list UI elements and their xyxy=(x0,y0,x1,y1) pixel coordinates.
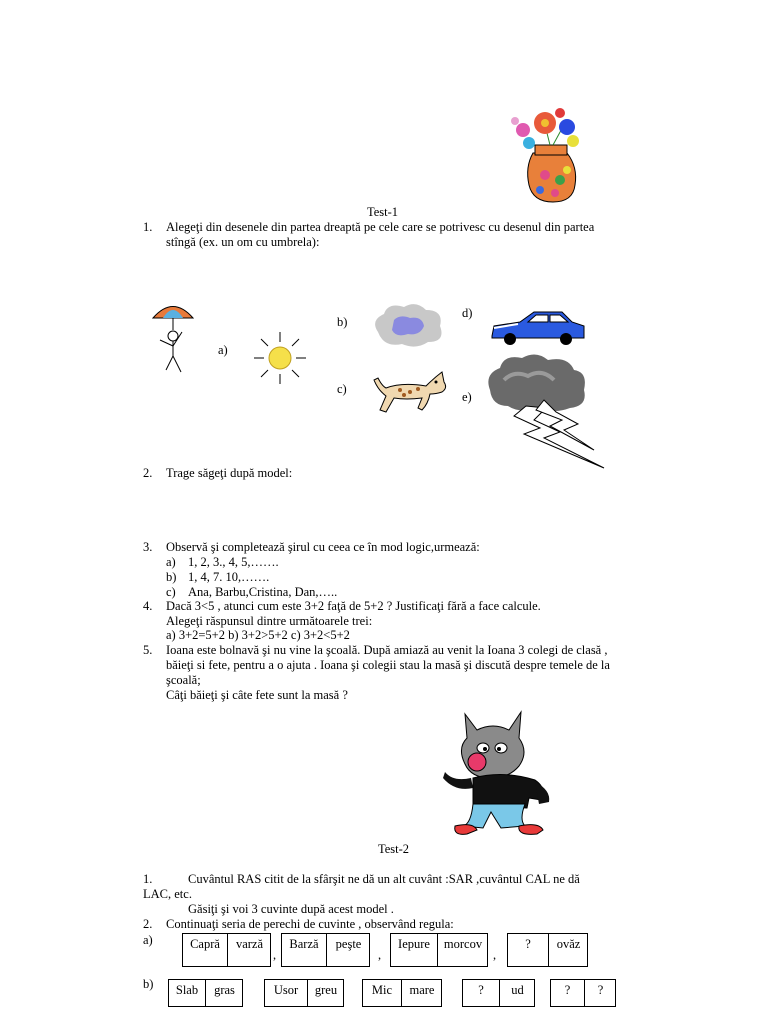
word-pair-box xyxy=(462,979,535,1007)
pair-second-word[interactable]: ? xyxy=(584,980,616,1006)
pair-first-word: Barză xyxy=(289,937,319,951)
q5-text-line4: Câţi băieţi şi câte fete sunt la masă ? xyxy=(166,688,348,702)
q3-item-c-label: c) xyxy=(166,585,176,599)
sun-icon xyxy=(252,330,308,386)
comma: , xyxy=(493,948,497,962)
row-b-label: b) xyxy=(143,977,154,991)
cloud-icon xyxy=(370,302,446,350)
option-d-label: d) xyxy=(462,306,473,320)
q1-text-line2: stîngă (ex. un om cu umbrela): xyxy=(166,235,320,249)
q3-item-a-label: a) xyxy=(166,555,176,569)
pair-first-word: Mic xyxy=(371,983,393,997)
q2-number: 2. xyxy=(143,466,153,480)
q2-text: Trage săgeţi după model: xyxy=(166,466,293,480)
row-a-label: a) xyxy=(143,933,153,947)
pair-first-word[interactable]: ? xyxy=(478,983,484,997)
option-b-label: b) xyxy=(337,315,348,329)
q4-text-line1: Dacă 3<5 , atunci cum este 3+2 faţă de 5+2 ? Justificaţi fără a face calcule. xyxy=(166,599,541,613)
q3-item-c-text: Ana, Barbu,Cristina, Dan,….. xyxy=(188,585,338,599)
q3-item-b-label: b) xyxy=(166,570,177,584)
umbrella-person-icon xyxy=(148,300,198,375)
test2-title: Test-2 xyxy=(378,842,410,856)
pair-first-word: Slab xyxy=(175,983,199,997)
q5-text-line3: şcoală; xyxy=(166,673,201,687)
q1-text-line1: Alegeţi din desenele din partea dreaptă pe cele care se potrivesc cu desenul din partea xyxy=(166,220,595,234)
t2-q2-number: 2. xyxy=(143,917,153,931)
word-pair-box xyxy=(182,933,271,967)
q3-item-a-text: 1, 2, 3., 4, 5,……. xyxy=(188,555,279,569)
t2-q1-text-line3: Găsiţi şi voi 3 cuvinte după acest model . xyxy=(188,902,394,916)
option-a-label: a) xyxy=(218,343,228,357)
t2-q1-text-line1: Cuvântul RAS citit de la sfârşit ne dă un alt cuvânt :SAR ,cuvântul CAL ne dă xyxy=(188,872,580,886)
t2-q1-text-line2: LAC, etc. xyxy=(143,887,192,901)
pair-second-word: ud xyxy=(499,980,535,1006)
q4-text-line2: Alegeţi răspunsul dintre următoarele trei: xyxy=(166,614,373,628)
word-pair-box xyxy=(390,933,488,967)
pair-second-word: varză xyxy=(227,934,271,966)
pair-second-word: morcov xyxy=(437,934,488,966)
pair-second-word: ovăz xyxy=(548,934,588,966)
cartoon-cat-illustration xyxy=(443,708,553,840)
q5-text-line1: Ioana este bolnavă şi nu vine la şcoală. După amiază au venit la Ioana 3 colegi de clasă , xyxy=(166,643,608,657)
comma: , xyxy=(273,948,277,962)
q4-text-line3: a) 3+2=5+2 b) 3+2>5+2 c) 3+2<5+2 xyxy=(166,628,350,642)
t2-q2-text: Continuaţi seria de perechi de cuvinte , observând regula: xyxy=(166,917,454,931)
pair-first-word[interactable]: ? xyxy=(525,937,531,951)
q3-number: 3. xyxy=(143,540,153,554)
word-pair-box xyxy=(507,933,588,967)
pair-second-word: greu xyxy=(307,980,344,1006)
t2-q1-number: 1. xyxy=(143,872,153,886)
pair-first-word: Capră xyxy=(190,937,220,951)
option-c-label: c) xyxy=(337,382,347,396)
comma: , xyxy=(378,948,382,962)
word-pair-box xyxy=(550,979,616,1007)
word-pair-box xyxy=(168,979,243,1007)
storm-cloud-lightning-icon xyxy=(484,350,608,470)
word-pair-box xyxy=(362,979,442,1007)
word-pair-box xyxy=(264,979,344,1007)
pair-second-word: peşte xyxy=(326,934,370,966)
test1-title: Test-1 xyxy=(367,205,399,219)
word-pair-box xyxy=(281,933,370,967)
pair-second-word: mare xyxy=(401,980,442,1006)
flower-vase-illustration xyxy=(505,105,585,205)
pair-second-word: gras xyxy=(205,980,243,1006)
cat-icon xyxy=(372,368,450,416)
option-e-label: e) xyxy=(462,390,472,404)
q5-text-line2: băieţi si fete, pentru a o ajuta . Ioana şi colegii stau la masă şi discută despre temele de la xyxy=(166,658,610,672)
q4-number: 4. xyxy=(143,599,153,613)
car-icon xyxy=(490,310,586,346)
q3-item-b-text: 1, 4, 7. 10,……. xyxy=(188,570,270,584)
pair-first-word: Iepure xyxy=(398,937,430,951)
q3-text: Observă şi completează şirul cu ceea ce în mod logic,urmează: xyxy=(166,540,480,554)
pair-first-word[interactable]: ? xyxy=(564,983,571,997)
pair-first-word: Usor xyxy=(273,983,299,997)
q5-number: 5. xyxy=(143,643,153,657)
q1-number: 1. xyxy=(143,220,153,234)
